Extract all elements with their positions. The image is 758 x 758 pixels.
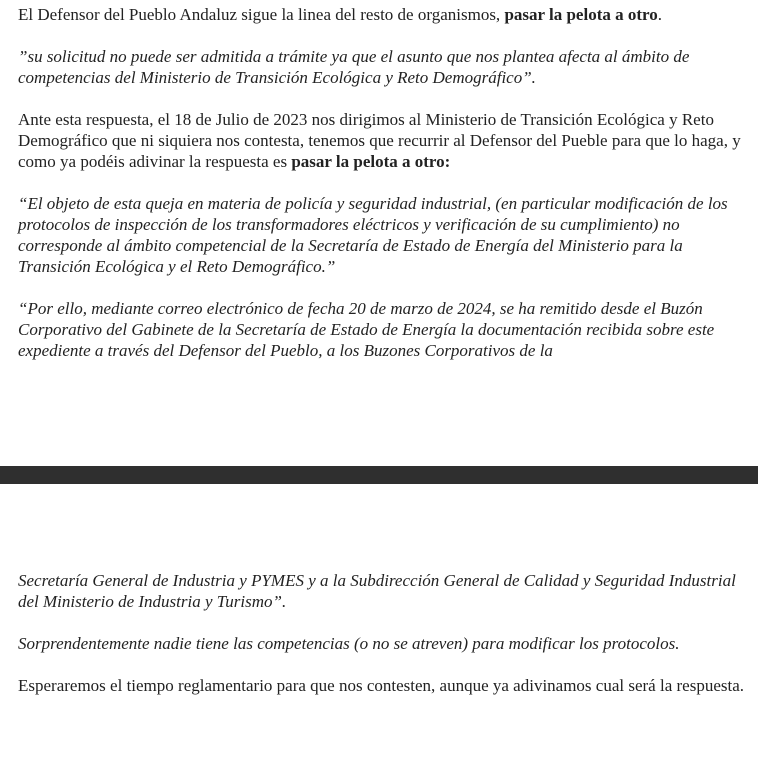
document-page-2 [18,570,746,717]
quote-objeto-queja: “El objeto de esta queja en materia de policía y seguridad industrial, (en particular modificación de los protocolos de inspección de los transformadores eléctricos y verificación de su cumplimiento) no corresponde al ámbito competencial de la Secretaría de Estado de Energía del Ministerio para la Transición Ecológica y el Reto Demográfico.” [18,194,728,276]
paragraph-text: Ante esta respuesta, el 18 de Julio de 2023 nos dirigimos al Ministerio de Transición Ecológica y Reto Demográfico que ni siquiera nos contesta, tenemos que recurrir al Defensor del Pueble para que lo haga, y como ya podéis adivinar la respuesta es [18,110,741,171]
emphasis-text: pasar la pelota a otro [504,5,658,24]
paragraph-text: El Defensor del Pueblo Andaluz sigue la linea del resto de organismos, [18,5,505,24]
emphasis-text: pasar la pelota a otro: [291,152,451,171]
page-break-divider [0,466,758,484]
quote-solicitud: ”su solicitud no puede ser admitida a trámite ya que el asunto que nos plantea afecta al ámbito de competencias del Ministerio de Transición Ecológica y Reto Demográfico”. [18,47,690,87]
quote-competencias: Sorprendentemente nadie tiene las competencias (o no se atreven) para modificar los protocolos. [18,634,680,653]
paragraph-ministerio [18,109,746,172]
document-page-1 [18,4,746,382]
paragraph-defensor-andaluz [18,4,746,25]
paragraph-end: . [657,5,663,24]
quote-correo-electronico-continued: Secretaría General de Industria y PYMES y a la Subdirección General de Calidad y Seguridad Industrial del Ministerio de Industria y Turismo”. [18,571,736,611]
paragraph-esperaremos: Esperaremos el tiempo reglamentario para que nos contesten, aunque ya adivinamos cual será la respuesta. [18,676,745,695]
quote-correo-electronico: “Por ello, mediante correo electrónico de fecha 20 de marzo de 2024, se ha remitido desde el Buzón Corporativo del Gabinete de la Secretaría de Estado de Energía la documentación recibida sobre este expediente a través del Defensor del Pueblo, a los Buzones Corporativos de la [18,299,715,360]
